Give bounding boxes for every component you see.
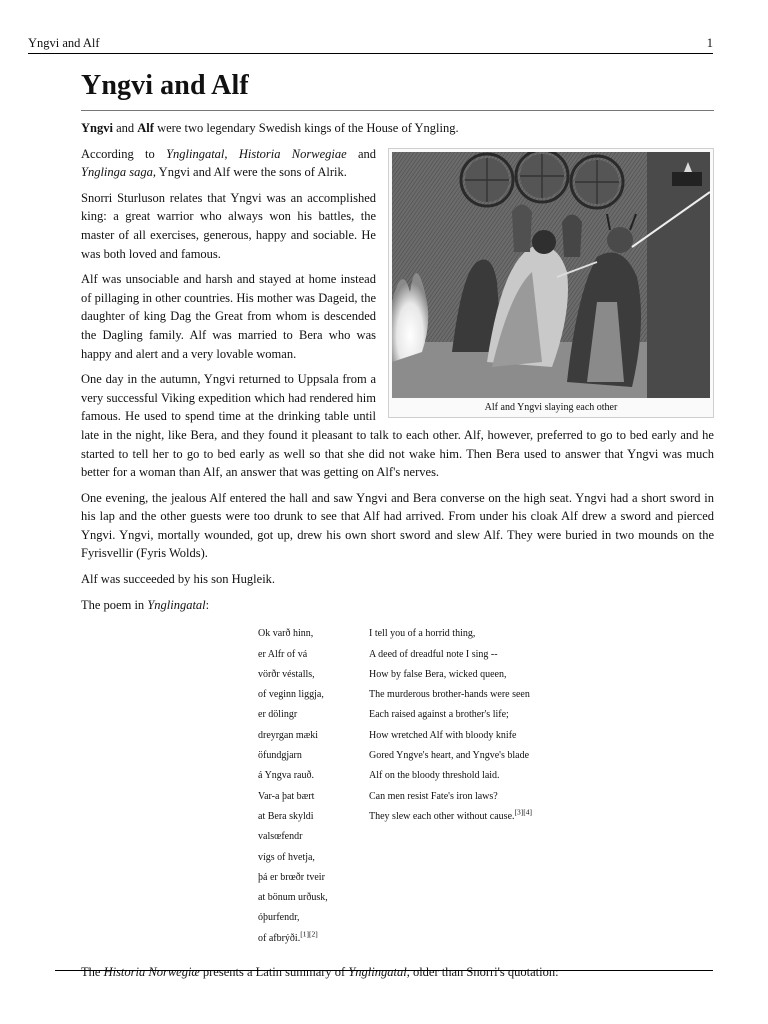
poem-line: How wretched Alf with bloody knife bbox=[369, 729, 517, 741]
poem-line: at bönum urðusk, bbox=[258, 892, 328, 904]
intro-text: and bbox=[112, 121, 138, 135]
text-run: , older than Snorri's quotation: bbox=[406, 965, 559, 979]
poem-line: Each raised against a brother's life; bbox=[369, 709, 509, 721]
poem-line: at Bera skyldi bbox=[258, 810, 314, 822]
poem bbox=[258, 624, 714, 949]
intro-paragraph bbox=[81, 119, 714, 138]
running-header-title: Yngvi and Alf bbox=[28, 36, 100, 50]
poem-line: A deed of dreadful note I sing -- bbox=[369, 648, 498, 660]
text-run: : bbox=[205, 597, 210, 612]
poem-line: The murderous brother-hands were seen bbox=[369, 689, 530, 701]
poem-line: Gored Yngve's heart, and Yngve's blade bbox=[369, 750, 530, 762]
poem-norse-column bbox=[258, 624, 369, 949]
header-rule bbox=[28, 53, 713, 54]
poem-line: How by false Bera, wicked queen, bbox=[369, 668, 507, 680]
poem-line: Can men resist Fate's iron laws? bbox=[369, 790, 498, 802]
text-run: , bbox=[224, 146, 239, 161]
paragraph-evening: One evening, the jealous Alf entered the hall and saw Yngvi and Bera converse on the high seat. Yngvi had a short sword in his lap and the other guests were too drunk to see that Alf had arrived. From under his cloak Alf drew a sword and pierced Yngvi. Yngvi, mortally wounded, got up, drew his own short sword and slew Alf. They were buried in two mounds on the Fyrisvellir (Fyris Wolds). bbox=[81, 490, 714, 561]
poem-line-text: They slew each other without cause. bbox=[369, 810, 515, 822]
poem-line: á Yngva rauð. bbox=[258, 770, 314, 782]
footer-rule bbox=[55, 970, 713, 971]
poem-line-text: of afbrýði. bbox=[258, 932, 301, 944]
italic-title: Historia Norwegiæ bbox=[103, 965, 200, 979]
poem-line: öfundgjarn bbox=[258, 750, 302, 762]
page-number: 1 bbox=[706, 36, 713, 50]
paragraph-historia bbox=[81, 963, 714, 982]
poem-line: Alf on the bloody threshold laid. bbox=[369, 770, 500, 782]
paragraph-poem-intro bbox=[81, 596, 714, 615]
poem-line: vörðr véstalls, bbox=[258, 668, 315, 680]
poem-line: of veginn liggja, bbox=[258, 689, 324, 701]
poem-line: vígs of hvetja, bbox=[258, 851, 315, 863]
text-run: presents a Latin summary of bbox=[199, 965, 349, 979]
italic-title: Ynglingatal bbox=[166, 146, 225, 161]
text-run: The poem in bbox=[81, 597, 148, 612]
paragraph-alf: Alf was unsociable and harsh and stayed at home instead of pillaging in other countries. His mother was Dageid, the daughter of king Dag the Great from whom is descended the Dagling family. Alf was married to Bera who was happy and alert and a very lovable woman. bbox=[81, 272, 376, 361]
article-body bbox=[81, 119, 714, 989]
poem-line bbox=[258, 929, 369, 949]
paragraph-snorri: Snorri Sturluson relates that Yngvi was an accomplished king: a great warrior who always won his battles, the master of all exercises, generous, happy and sociable. He was both loved and famous. bbox=[81, 190, 376, 261]
intro-text: were two legendary Swedish kings of the House of Yngling. bbox=[153, 121, 459, 135]
italic-title: Ynglingatal bbox=[348, 965, 407, 979]
poem-line: þá er brœðr tveir bbox=[258, 871, 325, 883]
citation-link[interactable]: [1][2] bbox=[300, 929, 318, 939]
poem-line: óþurfendr, bbox=[258, 912, 300, 924]
paragraph-autumn: One day in the autumn, Yngvi returned to Uppsala from a very successful Viking expedition which had rendered him famous. He used to spend time at the drinking table until late in the night, like Bera, and they found it pleasant to talk to each other. Alf, however, preferred to go to bed early and he started to tell her to go to bed early as well so that she did not wake him. Then Bera used to answer that Yngvi was much better for a woman than Alf, an answer that was getting on Alf's nerves. bbox=[81, 372, 714, 480]
running-header bbox=[28, 36, 713, 52]
poem-line bbox=[369, 807, 609, 827]
poem-line: I tell you of a horrid thing, bbox=[369, 628, 476, 640]
title-rule bbox=[81, 110, 714, 111]
poem-line: dreyrgan mæki bbox=[258, 729, 319, 741]
engraving-illustration bbox=[392, 152, 710, 398]
paragraph-succession: Alf was succeeded by his son Hugleik. bbox=[81, 572, 276, 587]
poem-line: Var-a þat bært bbox=[258, 790, 315, 802]
italic-title: Historia Norwegiae bbox=[238, 146, 347, 161]
italic-title: Ynglinga saga bbox=[81, 165, 153, 180]
poem-line: valsœfendr bbox=[258, 831, 303, 843]
italic-title: Ynglingatal bbox=[147, 597, 206, 612]
poem-line: Ok varð hinn, bbox=[258, 628, 314, 640]
figure-caption: Alf and Yngvi slaying each other bbox=[484, 401, 618, 413]
page-title: Yngvi and Alf bbox=[81, 70, 249, 101]
text-run: The bbox=[81, 965, 104, 979]
citation-link[interactable]: [3][4] bbox=[514, 807, 533, 817]
text-run: and bbox=[346, 146, 376, 161]
figure bbox=[388, 148, 714, 418]
text-run: According to bbox=[81, 146, 167, 161]
bold-alf: Alf bbox=[137, 121, 154, 135]
poem-line: er Alfr of vá bbox=[258, 648, 308, 660]
poem-line: er dölingr bbox=[258, 709, 298, 721]
poem-english-column bbox=[369, 624, 609, 949]
bold-yngvi: Yngvi bbox=[81, 121, 113, 135]
text-run: , Yngvi and Alf were the sons of Alrik. bbox=[152, 165, 347, 180]
